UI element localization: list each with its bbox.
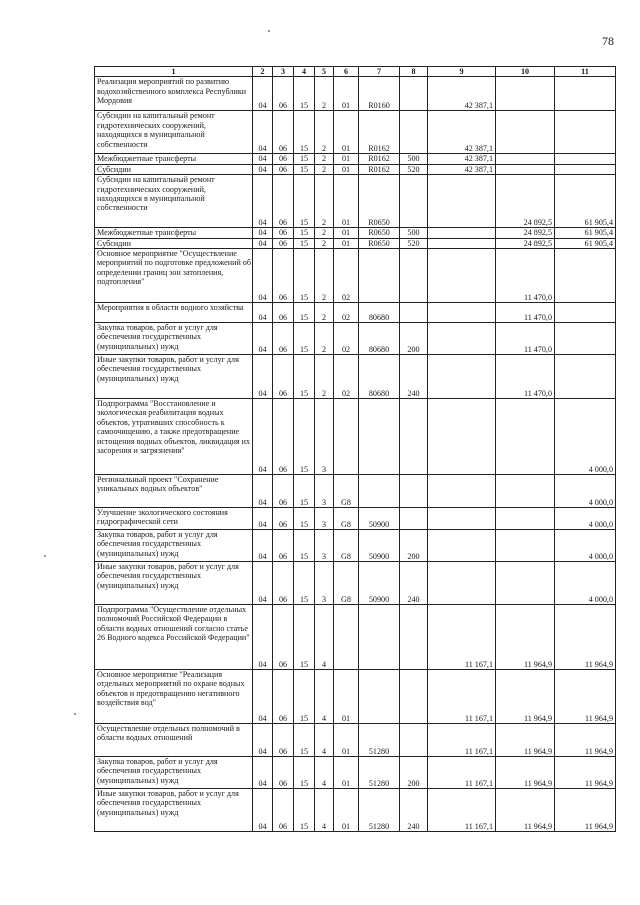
table-row [95,355,616,399]
row-value-cell: 04 [253,238,273,248]
row-value-cell: 240 [400,562,428,605]
row-name-cell: Субсидии [95,164,253,174]
row-value-cell: 04 [253,724,273,757]
row-value-cell: R0650 [359,175,400,228]
table-row [95,789,616,832]
row-value-cell: 01 [334,670,359,724]
row-value-cell [400,475,428,508]
row-value-cell [496,562,555,605]
table-row [95,475,616,508]
row-value-cell: 80680 [359,323,400,355]
row-value-cell: 04 [253,789,273,832]
row-value-cell: 06 [273,789,294,832]
row-value-cell: 240 [400,789,428,832]
row-value-cell: R0162 [359,164,400,174]
row-value-cell [400,77,428,111]
row-value-cell [400,111,428,154]
row-value-cell: 24 892,5 [496,228,555,238]
row-value-cell: 01 [334,111,359,154]
table-row [95,508,616,530]
row-value-cell: 06 [273,228,294,238]
row-value-cell [400,508,428,530]
row-value-cell: 11 964,9 [555,724,616,757]
row-value-cell: 520 [400,238,428,248]
row-value-cell: 04 [253,562,273,605]
row-value-cell: 06 [273,355,294,399]
row-value-cell: 11 964,9 [555,605,616,670]
column-header: 10 [496,67,555,77]
row-name-cell: Иные закупки товаров, работ и услуг для обеспечения государственных (муниципальных) нужд [95,355,253,399]
row-value-cell [496,154,555,164]
row-value-cell: 06 [273,757,294,789]
row-value-cell: 01 [334,228,359,238]
row-value-cell: 11 964,9 [496,724,555,757]
row-value-cell [359,399,400,475]
table-row [95,562,616,605]
row-value-cell [400,670,428,724]
row-name-cell: Осуществление отдельных полномочий в области водных отношений [95,724,253,757]
row-value-cell [428,249,496,303]
row-value-cell [496,475,555,508]
table-row [95,228,616,238]
row-value-cell: 4 000,0 [555,508,616,530]
row-value-cell: 04 [253,355,273,399]
table-row [95,323,616,355]
row-value-cell: 04 [253,323,273,355]
row-value-cell: 01 [334,154,359,164]
row-value-cell [400,249,428,303]
row-value-cell: 42 387,1 [428,77,496,111]
row-value-cell: 02 [334,303,359,323]
row-value-cell: 42 387,1 [428,111,496,154]
row-value-cell: 15 [294,323,315,355]
row-value-cell [428,238,496,248]
row-value-cell: 15 [294,508,315,530]
table-row [95,399,616,475]
row-value-cell: 11 964,9 [555,757,616,789]
row-value-cell: 2 [315,175,334,228]
column-header: 9 [428,67,496,77]
row-value-cell [428,399,496,475]
row-value-cell [496,164,555,174]
row-value-cell: 15 [294,605,315,670]
row-value-cell: R0162 [359,154,400,164]
row-value-cell: 3 [315,530,334,562]
column-header: 2 [253,67,273,77]
row-value-cell: 06 [273,530,294,562]
row-value-cell: 04 [253,154,273,164]
row-value-cell: 42 387,1 [428,154,496,164]
row-value-cell: 15 [294,355,315,399]
row-value-cell: 15 [294,530,315,562]
row-name-cell: Подпрограмма "Осуществление отдельных полномочий Российской Федерации в области водных отношений согласно статье 26 Водного кодекса Российской Федерации" [95,605,253,670]
header-row [95,67,616,77]
column-header: 3 [273,67,294,77]
row-value-cell: 15 [294,303,315,323]
row-value-cell: 61 905,4 [555,238,616,248]
row-value-cell [428,303,496,323]
row-value-cell [400,399,428,475]
row-value-cell: 2 [315,323,334,355]
row-value-cell [359,605,400,670]
row-value-cell: 2 [315,77,334,111]
table-row [95,111,616,154]
row-value-cell: G8 [334,475,359,508]
row-value-cell [555,323,616,355]
row-value-cell: 06 [273,605,294,670]
row-value-cell: 02 [334,355,359,399]
column-header: 11 [555,67,616,77]
table-row [95,154,616,164]
row-name-cell: Основное мероприятие "Осуществление мероприятий по подготовке предложений об определении границ зон затопления, подтопления" [95,249,253,303]
row-value-cell: 06 [273,323,294,355]
row-value-cell [428,562,496,605]
row-value-cell [555,355,616,399]
row-value-cell: 4 000,0 [555,399,616,475]
row-value-cell: R0650 [359,238,400,248]
row-value-cell: 2 [315,164,334,174]
row-value-cell: 04 [253,111,273,154]
row-value-cell: 11 167,1 [428,789,496,832]
row-name-cell: Улучшение экологического состояния гидрографической сети [95,508,253,530]
row-value-cell [496,399,555,475]
row-value-cell: 15 [294,399,315,475]
row-name-cell: Основное мероприятие "Реализация отдельных мероприятий по охране водных объектов и предотвращению негативного воздействия вод" [95,670,253,724]
row-value-cell: 04 [253,77,273,111]
row-value-cell: 11 167,1 [428,670,496,724]
row-value-cell [496,77,555,111]
row-value-cell: 51280 [359,724,400,757]
row-value-cell: 15 [294,789,315,832]
table-row [95,249,616,303]
row-value-cell: 2 [315,303,334,323]
row-value-cell: 06 [273,111,294,154]
row-value-cell: 3 [315,475,334,508]
row-value-cell [555,164,616,174]
row-value-cell: 42 387,1 [428,164,496,174]
row-value-cell: 04 [253,670,273,724]
row-name-cell: Подпрограмма "Восстановление и экологическая реабилитация водных объектов, утративших способность к самоочищению, а также предотвращение истощения водных объектов, ликвидация их засорения и загрязнения" [95,399,253,475]
row-value-cell [428,228,496,238]
row-value-cell: 3 [315,399,334,475]
row-name-cell: Субсидии [95,238,253,248]
row-name-cell: Мероприятия в области водного хозяйства [95,303,253,323]
row-value-cell: 15 [294,238,315,248]
row-value-cell: 200 [400,530,428,562]
row-value-cell: 04 [253,303,273,323]
row-value-cell: 240 [400,355,428,399]
row-value-cell: 15 [294,249,315,303]
row-value-cell: 15 [294,670,315,724]
scan-speck [44,555,46,557]
row-value-cell: G8 [334,562,359,605]
row-value-cell: 15 [294,154,315,164]
row-value-cell: 06 [273,399,294,475]
row-value-cell [400,303,428,323]
row-value-cell [428,530,496,562]
row-name-cell: Межбюджетные трансферты [95,154,253,164]
row-value-cell: 2 [315,111,334,154]
page-number: 78 [602,34,614,48]
row-value-cell: 15 [294,757,315,789]
row-value-cell: 15 [294,111,315,154]
row-value-cell [334,399,359,475]
row-value-cell: 51280 [359,789,400,832]
row-value-cell: 04 [253,530,273,562]
row-value-cell: 02 [334,249,359,303]
row-value-cell [400,605,428,670]
row-value-cell: 11 964,9 [555,789,616,832]
row-value-cell: 11 470,0 [496,355,555,399]
row-name-cell: Закупка товаров, работ и услуг для обеспечения государственных (муниципальных) нужд [95,323,253,355]
row-value-cell: 06 [273,154,294,164]
row-value-cell: 15 [294,562,315,605]
row-value-cell [555,303,616,323]
row-value-cell [555,77,616,111]
budget-table [94,66,616,832]
row-name-cell: Закупка товаров, работ и услуг для обеспечения государственных (муниципальных) нужд [95,757,253,789]
row-value-cell: 50900 [359,508,400,530]
row-value-cell: 04 [253,164,273,174]
row-value-cell: 06 [273,77,294,111]
column-header: 8 [400,67,428,77]
row-value-cell: R0160 [359,77,400,111]
row-value-cell: G8 [334,530,359,562]
row-value-cell: 06 [273,724,294,757]
row-value-cell: 06 [273,562,294,605]
row-value-cell: 06 [273,508,294,530]
table-row [95,757,616,789]
row-value-cell: 15 [294,77,315,111]
row-value-cell: 15 [294,164,315,174]
row-value-cell: 01 [334,724,359,757]
row-value-cell [334,605,359,670]
row-value-cell [428,175,496,228]
row-value-cell [496,111,555,154]
row-value-cell: 04 [253,757,273,789]
row-value-cell: 11 167,1 [428,757,496,789]
row-value-cell: 01 [334,164,359,174]
row-value-cell: 4 000,0 [555,562,616,605]
row-value-cell: 06 [273,164,294,174]
row-value-cell: 11 470,0 [496,323,555,355]
table-row [95,724,616,757]
row-value-cell: 61 905,4 [555,175,616,228]
row-value-cell: 3 [315,562,334,605]
row-value-cell [555,111,616,154]
row-value-cell: 01 [334,175,359,228]
row-value-cell: 61 905,4 [555,228,616,238]
row-value-cell: 50900 [359,530,400,562]
row-value-cell: 500 [400,228,428,238]
table-row [95,605,616,670]
table-row [95,77,616,111]
row-value-cell: 2 [315,238,334,248]
row-value-cell: 04 [253,475,273,508]
row-value-cell: 15 [294,175,315,228]
row-value-cell: 24 892,5 [496,238,555,248]
row-value-cell: 51280 [359,757,400,789]
row-value-cell: G8 [334,508,359,530]
column-header: 1 [95,67,253,77]
row-value-cell: 11 964,9 [555,670,616,724]
table-row [95,303,616,323]
row-value-cell: 4 [315,724,334,757]
row-value-cell [428,508,496,530]
row-value-cell: 04 [253,399,273,475]
row-value-cell [496,508,555,530]
table-row [95,238,616,248]
row-value-cell: 2 [315,154,334,164]
row-value-cell: 01 [334,757,359,789]
row-value-cell [555,154,616,164]
row-value-cell: 4 [315,670,334,724]
row-value-cell [359,249,400,303]
row-value-cell: 4 [315,789,334,832]
row-value-cell: 11 964,9 [496,757,555,789]
row-name-cell: Региональный проект "Сохранение уникальных водных объектов" [95,475,253,508]
table-row [95,670,616,724]
table-row [95,175,616,228]
row-value-cell: 15 [294,228,315,238]
row-value-cell: 11 167,1 [428,724,496,757]
row-value-cell: 04 [253,249,273,303]
row-value-cell: 50900 [359,562,400,605]
row-value-cell [428,475,496,508]
row-value-cell: 4 000,0 [555,530,616,562]
row-value-cell: 06 [273,249,294,303]
row-value-cell [400,724,428,757]
row-name-cell: Субсидии на капитальный ремонт гидротехнических сооружений, находящихся в муниципальной собственности [95,175,253,228]
row-value-cell: 2 [315,249,334,303]
row-value-cell: 520 [400,164,428,174]
row-value-cell: 15 [294,724,315,757]
row-value-cell: 06 [273,303,294,323]
scan-speck [74,713,76,715]
row-value-cell [428,323,496,355]
row-value-cell: 02 [334,323,359,355]
column-header: 4 [294,67,315,77]
table-row [95,530,616,562]
row-value-cell: 80680 [359,355,400,399]
row-value-cell: 04 [253,228,273,238]
row-value-cell: 500 [400,154,428,164]
row-value-cell: 06 [273,475,294,508]
row-value-cell: 3 [315,508,334,530]
row-value-cell: 06 [273,670,294,724]
row-value-cell: 80680 [359,303,400,323]
row-value-cell: 06 [273,238,294,248]
row-value-cell: 01 [334,238,359,248]
row-value-cell: 04 [253,508,273,530]
row-value-cell: 200 [400,323,428,355]
row-value-cell: 4 000,0 [555,475,616,508]
row-value-cell: 11 470,0 [496,249,555,303]
row-value-cell: 06 [273,175,294,228]
row-value-cell [428,355,496,399]
column-header: 7 [359,67,400,77]
scan-speck [268,30,270,32]
row-value-cell: 4 [315,605,334,670]
row-value-cell: R0650 [359,228,400,238]
table-row [95,164,616,174]
row-value-cell: 11 167,1 [428,605,496,670]
column-header: 5 [315,67,334,77]
row-value-cell: 11 964,9 [496,605,555,670]
row-value-cell: 200 [400,757,428,789]
row-name-cell: Реализация мероприятий по развитию водохозяйственного комплекса Республики Мордовия [95,77,253,111]
row-value-cell [496,530,555,562]
row-value-cell [555,249,616,303]
row-value-cell [359,670,400,724]
column-header: 6 [334,67,359,77]
row-value-cell: 2 [315,228,334,238]
row-name-cell: Иные закупки товаров, работ и услуг для обеспечения государственных (муниципальных) нужд [95,562,253,605]
row-name-cell: Закупка товаров, работ и услуг для обеспечения государственных (муниципальных) нужд [95,530,253,562]
row-value-cell [359,475,400,508]
row-value-cell: 15 [294,475,315,508]
row-name-cell: Межбюджетные трансферты [95,228,253,238]
row-name-cell: Иные закупки товаров, работ и услуг для обеспечения государственных (муниципальных) нужд [95,789,253,832]
row-value-cell: 04 [253,175,273,228]
row-value-cell: 11 964,9 [496,670,555,724]
row-value-cell: 01 [334,789,359,832]
row-value-cell: 11 470,0 [496,303,555,323]
row-value-cell: 04 [253,605,273,670]
row-value-cell [400,175,428,228]
row-value-cell: 01 [334,77,359,111]
row-value-cell: 24 892,5 [496,175,555,228]
row-value-cell: 2 [315,355,334,399]
row-value-cell: R0162 [359,111,400,154]
row-value-cell: 4 [315,757,334,789]
row-name-cell: Субсидии на капитальный ремонт гидротехнических сооружений, находящихся в муниципальной собственности [95,111,253,154]
row-value-cell: 11 964,9 [496,789,555,832]
